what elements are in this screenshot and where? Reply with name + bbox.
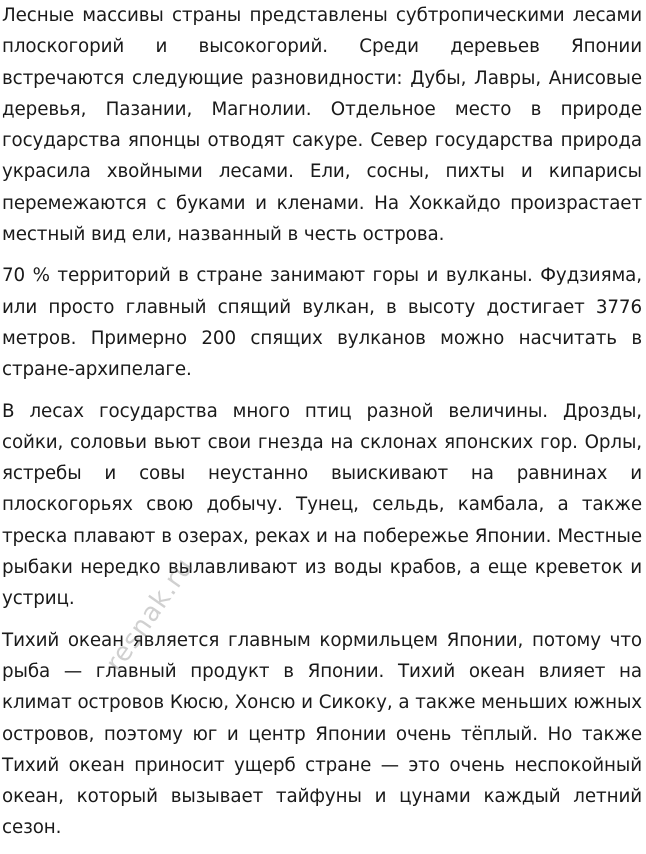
paragraph-fauna: В лесах государства много птиц разной величины. Дрозды, сойки, соловьи вьют свои гнезда на склонах японских гор. Орлы, ястребы и совы неустанно выискивают на равнинах и плоскогорьях свою добычу. Тунец, сельдь, камбала, а также треска плавают в озерах, реках и на побережье Японии. Местные рыбаки нередко вылавливают из воды крабов, а еще креветок и устриц. xyxy=(2,400,642,610)
paragraph-mountains: 70 % территорий в стране занимают горы и вулканы. Фудзияма, или просто главный спящий вулкан, в высоту достигает 3776 метров. Примерно 200 спящих вулканов можно насчитать в стране-архипелаге. xyxy=(2,265,642,381)
watermark: resnak.ru xyxy=(100,552,201,678)
paragraph-pacific-ocean: Тихий океан является главным кормильцем Японии, потому что рыба — главный продукт в Японии. Тихий океан влияет на климат островов Кюсю, Хонсю и Сикоку, а также меньших южных островов, поэтому юг и центр Японии очень тёплый. Но также Тихий океан приносит ущерб стране — это очень неспокойный океан, который вызывает тайфуны и цунами каждый летний сезон. xyxy=(2,629,642,839)
document-body xyxy=(2,0,642,854)
paragraph-forests: Лесные массивы страны представлены субтропическими лесами плоскогорий и высокогорий. Среди деревьев Японии встречаются следующие разновидности: Дубы, Лавры, Анисовые деревья, Пазании, Магнолии. Отдельное место в природе государства японцы отводят сакуре. Север государства природа украсила хвойными лесами. Ели, сосны, пихты и кипарисы перемежаются с буками и кленами. На Хоккайдо произрастает местный вид ели, названный в честь острова. xyxy=(2,5,642,246)
